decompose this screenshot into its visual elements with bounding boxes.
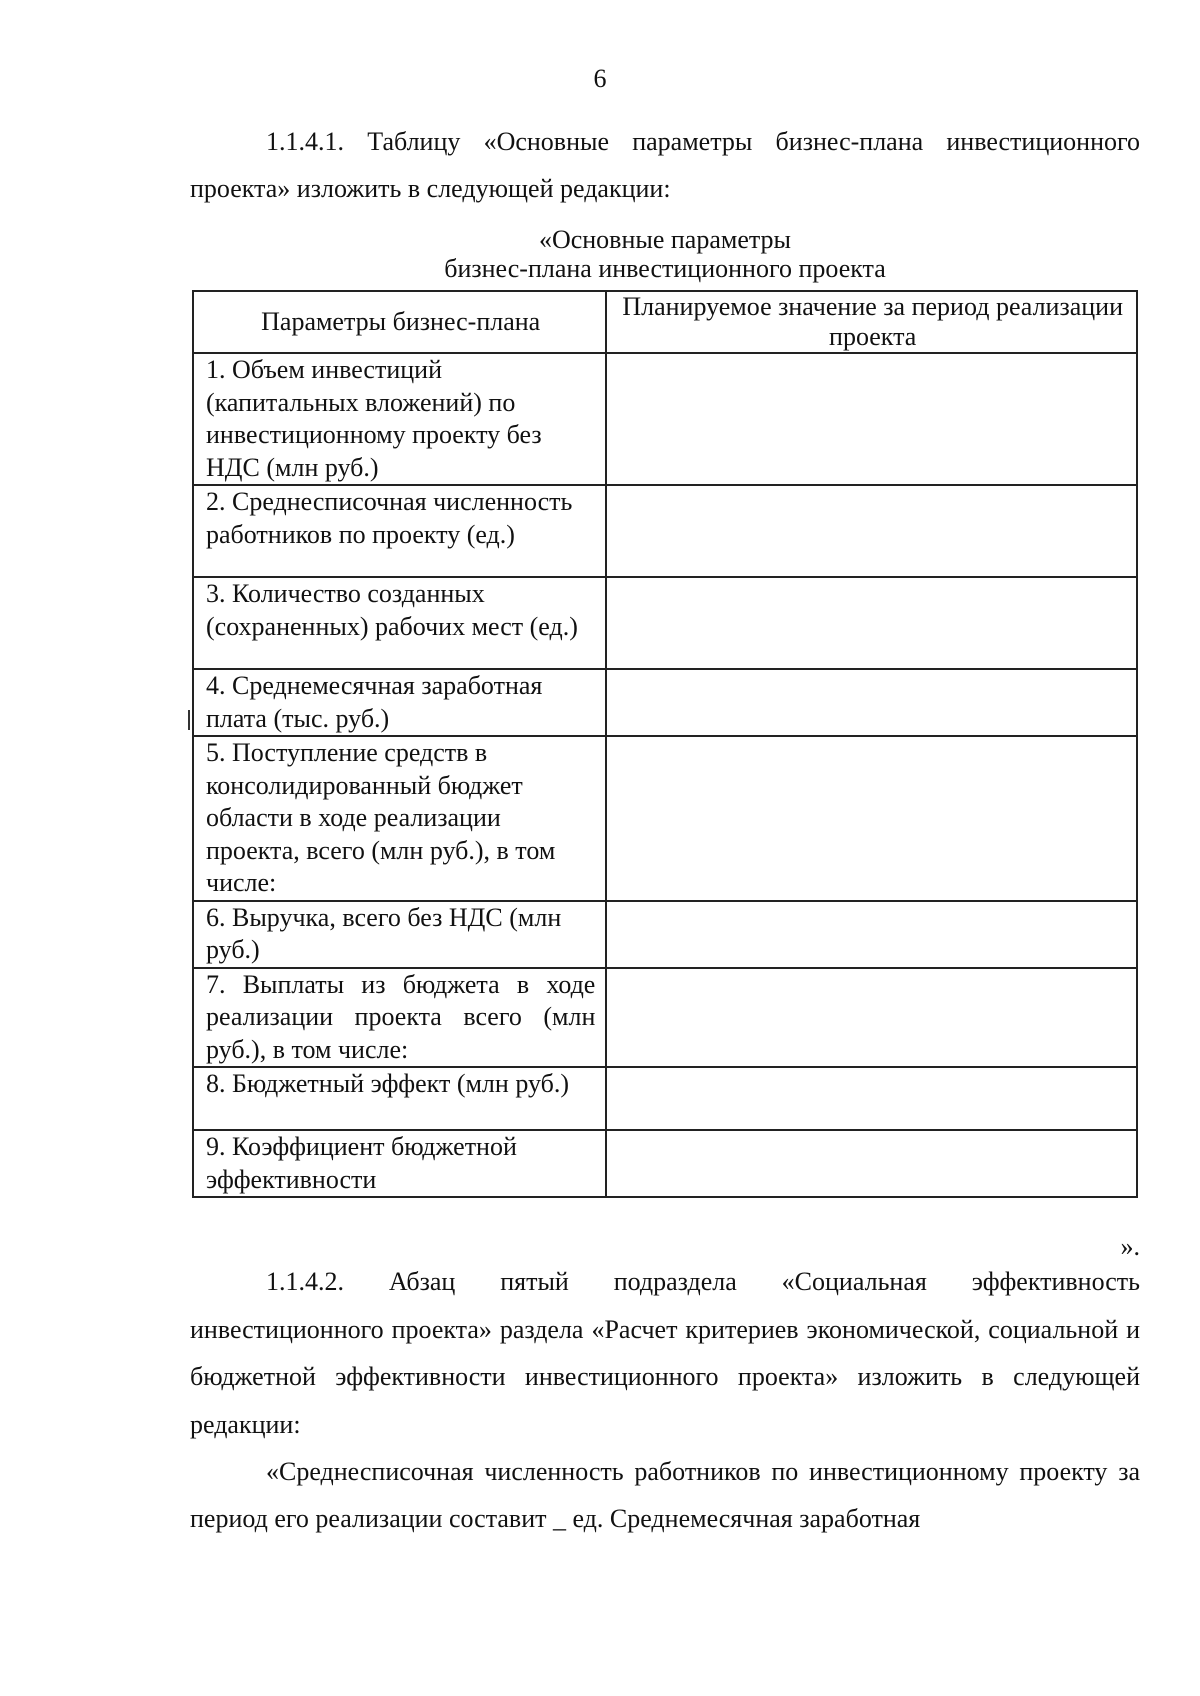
table-row: [193, 1130, 1137, 1197]
param-cell: 2. Среднесписочная численность работников по проекту (ед.): [193, 485, 606, 577]
param-cell: 3. Количество созданных (сохраненных) рабочих мест (ед.): [193, 577, 606, 669]
header-parameters: Параметры бизнес-плана: [193, 291, 606, 353]
table-title: [190, 225, 1140, 283]
paragraph-2: [190, 1258, 1140, 1448]
value-cell: [606, 901, 1137, 968]
table-row: [193, 968, 1137, 1068]
paragraph-3: [190, 1448, 1140, 1542]
paragraph-2-text: 1.1.4.2. Абзац пятый подраздела «Социальная эффективность инвестиционного проекта» раздела «Расчет критериев экономической, социальной и бюджетной эффективности инвестиционного проекта» изложить в следующей редакции:: [190, 1267, 1140, 1439]
margin-mark: [188, 710, 190, 730]
table-row: [193, 669, 1137, 736]
param-cell: 1. Объем инвестиций (капитальных вложений) по инвестиционному проекту без НДС (млн руб.): [193, 353, 606, 485]
paragraph-1: [190, 118, 1140, 212]
param-cell: 5. Поступление средств в консолидированный бюджет области в ходе реализации проекта, всего (млн руб.), в том числе:: [193, 736, 606, 901]
value-cell: [606, 1067, 1137, 1130]
table-header-row: [193, 291, 1137, 353]
table-row: [193, 577, 1137, 669]
value-cell: [606, 968, 1137, 1068]
value-cell: [606, 669, 1137, 736]
table-row: [193, 901, 1137, 968]
header-planned-value: Планируемое значение за период реализации проекта: [606, 291, 1137, 353]
value-cell: [606, 1130, 1137, 1197]
value-cell: [606, 736, 1137, 901]
table-row: [193, 736, 1137, 901]
table-row: [193, 1067, 1137, 1130]
paragraph-3-text: «Среднесписочная численность работников по инвестиционному проекту за период его реализации составит _ ед. Среднемесячная заработная: [190, 1457, 1140, 1533]
parameters-table: [192, 290, 1138, 1198]
closing-quote-mark: ».: [1120, 1232, 1140, 1261]
table-title-line-1: «Основные параметры: [538, 225, 792, 254]
param-cell: 7. Выплаты из бюджета в ходе реализации проекта всего (млн руб.), в том числе:: [193, 968, 606, 1068]
page-number: 6: [593, 64, 607, 93]
param-cell: 4. Среднемесячная заработная плата (тыс. руб.): [193, 669, 606, 736]
param-cell: 6. Выручка, всего без НДС (млн руб.): [193, 901, 606, 968]
table-title-line-2: бизнес-плана инвестиционного проекта: [444, 254, 886, 283]
param-cell: 9. Коэффициент бюджетной эффективности: [193, 1130, 606, 1197]
paragraph-1-text: 1.1.4.1. Таблицу «Основные параметры бизнес-плана инвестиционного проекта» изложить в следующей редакции:: [190, 127, 1140, 203]
value-cell: [606, 485, 1137, 577]
param-cell: 8. Бюджетный эффект (млн руб.): [193, 1067, 606, 1130]
table-row: [193, 485, 1137, 577]
value-cell: [606, 577, 1137, 669]
value-cell: [606, 353, 1137, 485]
table-row: [193, 353, 1137, 485]
